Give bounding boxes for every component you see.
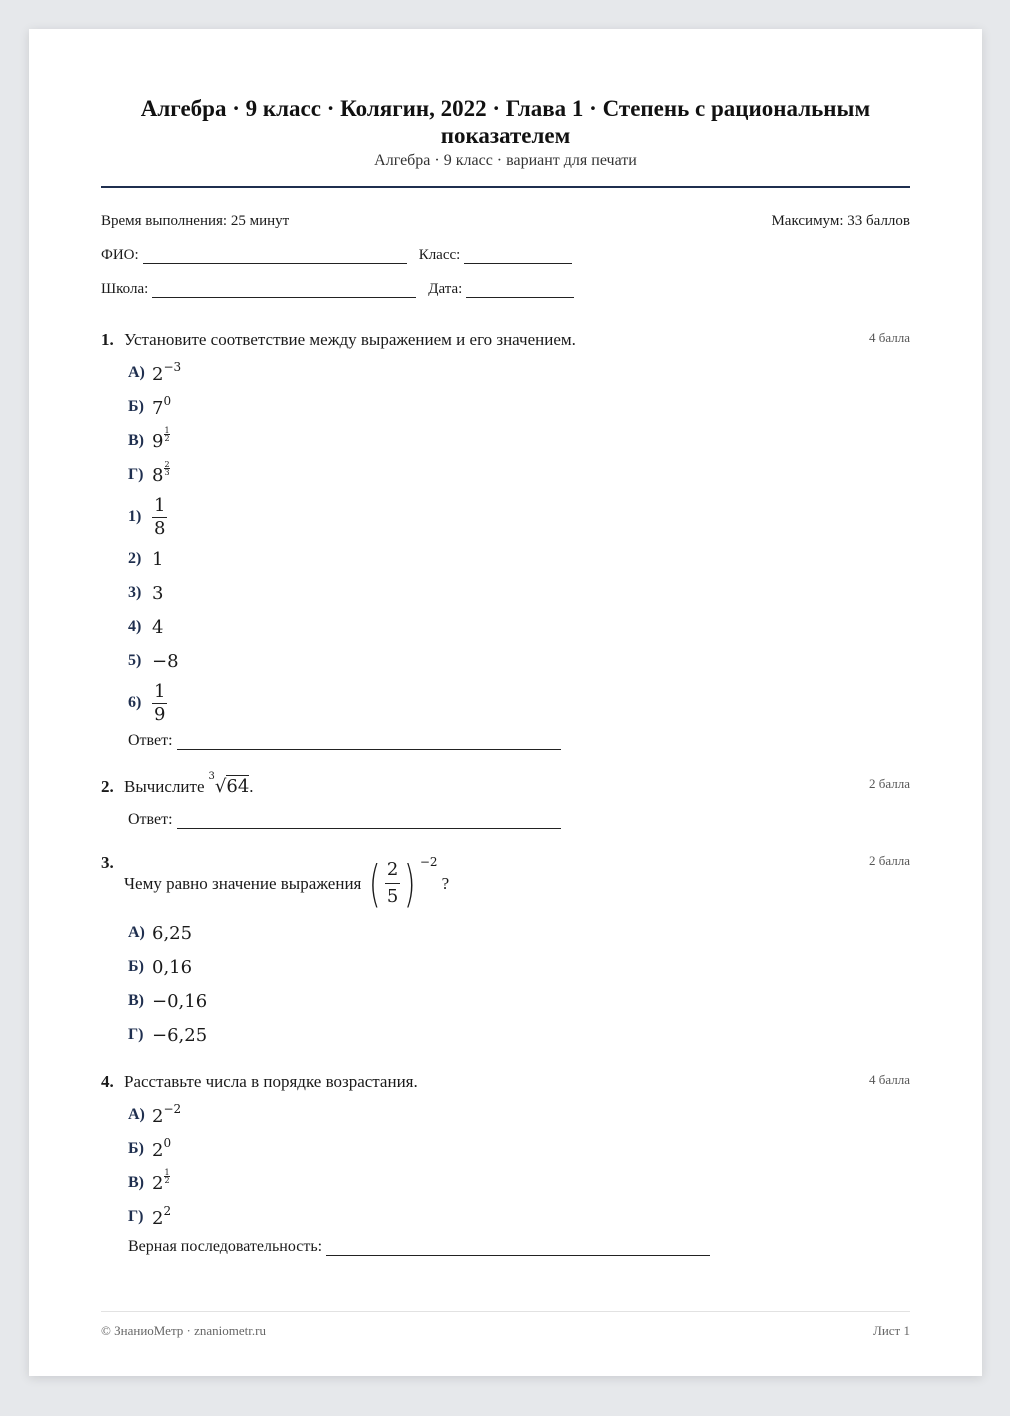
option-key: В) [128, 1174, 144, 1191]
option-value: 6,25 [152, 922, 193, 944]
option-fraction: $\frac{1}{8}$ [154, 494, 166, 539]
option-value: 0,16 [152, 956, 193, 978]
option-fraction: $\frac{1}{9}$ [154, 680, 166, 725]
option-a [128, 916, 910, 950]
option-key: Б) [128, 398, 144, 415]
question-points: 2 балла [869, 853, 910, 868]
option-g [128, 1200, 910, 1234]
question-points: 4 балла [869, 1072, 910, 1087]
header-divider [101, 186, 910, 188]
question-3 [101, 853, 910, 1052]
match-3 [128, 576, 910, 610]
class-field[interactable] [464, 249, 572, 264]
option-expression: 9 $\frac{1}{2}$ [152, 425, 170, 452]
page-title: Алгебра · 9 класс · Колягин, 2022 · Глава 1 · Степень с рациональным показателем [140, 96, 871, 148]
option-key: Б) [128, 958, 144, 975]
fio-row [101, 244, 910, 264]
option-key: Г) [128, 1208, 144, 1225]
answer-label: Ответ: [128, 732, 173, 749]
class-label: Класс: [418, 247, 461, 263]
footer-copyright: © ЗнаниоМетр · znaniometr.ru [101, 1323, 266, 1338]
option-b [128, 1132, 910, 1166]
page-footer [101, 1311, 910, 1339]
school-label: Школа: [101, 281, 149, 297]
match-4 [128, 610, 910, 644]
question-tail: . [249, 777, 254, 796]
question-points: 2 балла [869, 776, 910, 791]
fio-field[interactable] [143, 249, 407, 264]
school-field[interactable] [152, 283, 416, 298]
option-v [128, 984, 910, 1018]
question-text: Расставьте числа в порядке возрастания. [124, 1072, 418, 1091]
option-g [128, 1018, 910, 1052]
question-number: 2. [101, 777, 114, 796]
option-v [128, 1166, 910, 1200]
match-1 [128, 492, 910, 542]
option-key: А) [128, 924, 145, 941]
answer-label: Ответ: [128, 811, 173, 828]
option-b [128, 390, 910, 424]
option-key: Г) [128, 466, 144, 483]
option-g [128, 458, 910, 492]
option-key: 1) [128, 508, 142, 525]
answer-field[interactable] [177, 814, 561, 829]
option-key: А) [128, 364, 145, 381]
option-key: А) [128, 1106, 145, 1123]
option-value: 1 [152, 548, 164, 570]
option-expression: $2^0$ [152, 1135, 172, 1161]
question-number: 4. [101, 1072, 114, 1091]
option-value: 3 [152, 582, 164, 604]
max-score: Максимум: 33 баллов [771, 213, 910, 229]
option-key: 2) [128, 550, 142, 567]
sequence-row [128, 1238, 910, 1256]
answer-row [128, 732, 910, 750]
question-text: Чему равно значение выражения [124, 873, 362, 893]
option-b [128, 950, 910, 984]
option-value: −8 [152, 650, 179, 672]
question-text: Установите соответствие между выражением и его значением. [124, 330, 576, 349]
time-limit: Время выполнения: 25 минут [101, 213, 290, 229]
question-text: Вычислите [124, 777, 205, 796]
option-expression: $2^{-2}$ [152, 1101, 182, 1127]
meta-row [101, 213, 910, 230]
cube-root-expression: $^3$√64 [208, 771, 250, 797]
match-6 [128, 678, 910, 728]
question-points: 4 балла [869, 330, 910, 345]
option-key: В) [128, 432, 144, 449]
option-value: −6,25 [152, 1024, 208, 1046]
option-expression: $2^{-3}$ [152, 359, 182, 385]
question-1 [101, 330, 910, 750]
answer-field[interactable] [177, 735, 561, 750]
sequence-field[interactable] [326, 1241, 710, 1256]
fio-label: ФИО: [101, 247, 139, 263]
question-number: 1. [101, 330, 114, 349]
match-5 [128, 644, 910, 678]
option-expression: 8 $\frac{2}{3}$ [152, 459, 170, 486]
sequence-label: Верная последовательность: [128, 1238, 323, 1255]
option-key: Б) [128, 1140, 144, 1157]
option-value: −0,16 [152, 990, 208, 1012]
date-field[interactable] [466, 283, 574, 298]
question-2 [101, 771, 910, 829]
match-2 [128, 542, 910, 576]
worksheet-page [29, 29, 982, 1376]
option-expression: 2 $\frac{1}{2}$ [152, 1167, 170, 1194]
option-a [128, 1098, 910, 1132]
school-row [101, 278, 910, 298]
option-expression: $2^2$ [152, 1203, 172, 1229]
option-key: 4) [128, 618, 142, 635]
option-key: В) [128, 992, 144, 1009]
option-expression: $7^0$ [152, 393, 172, 419]
option-v [128, 424, 910, 458]
footer-page-number: Лист 1 [873, 1323, 910, 1338]
option-key: 6) [128, 694, 142, 711]
question-number: 3. [101, 853, 114, 872]
option-a [128, 356, 910, 390]
option-value: 4 [152, 616, 164, 638]
power-expression: ( $\frac{2}{5}$ ) $^{-2}$ [369, 854, 438, 913]
page-subtitle: Алгебра · 9 класс · вариант для печати [374, 152, 637, 169]
option-key: 3) [128, 584, 142, 601]
option-key: Г) [128, 1026, 144, 1043]
answer-row [128, 811, 910, 829]
date-label: Дата: [428, 281, 463, 297]
question-4 [101, 1072, 910, 1256]
option-key: 5) [128, 652, 142, 669]
question-tail: ? [441, 873, 450, 893]
